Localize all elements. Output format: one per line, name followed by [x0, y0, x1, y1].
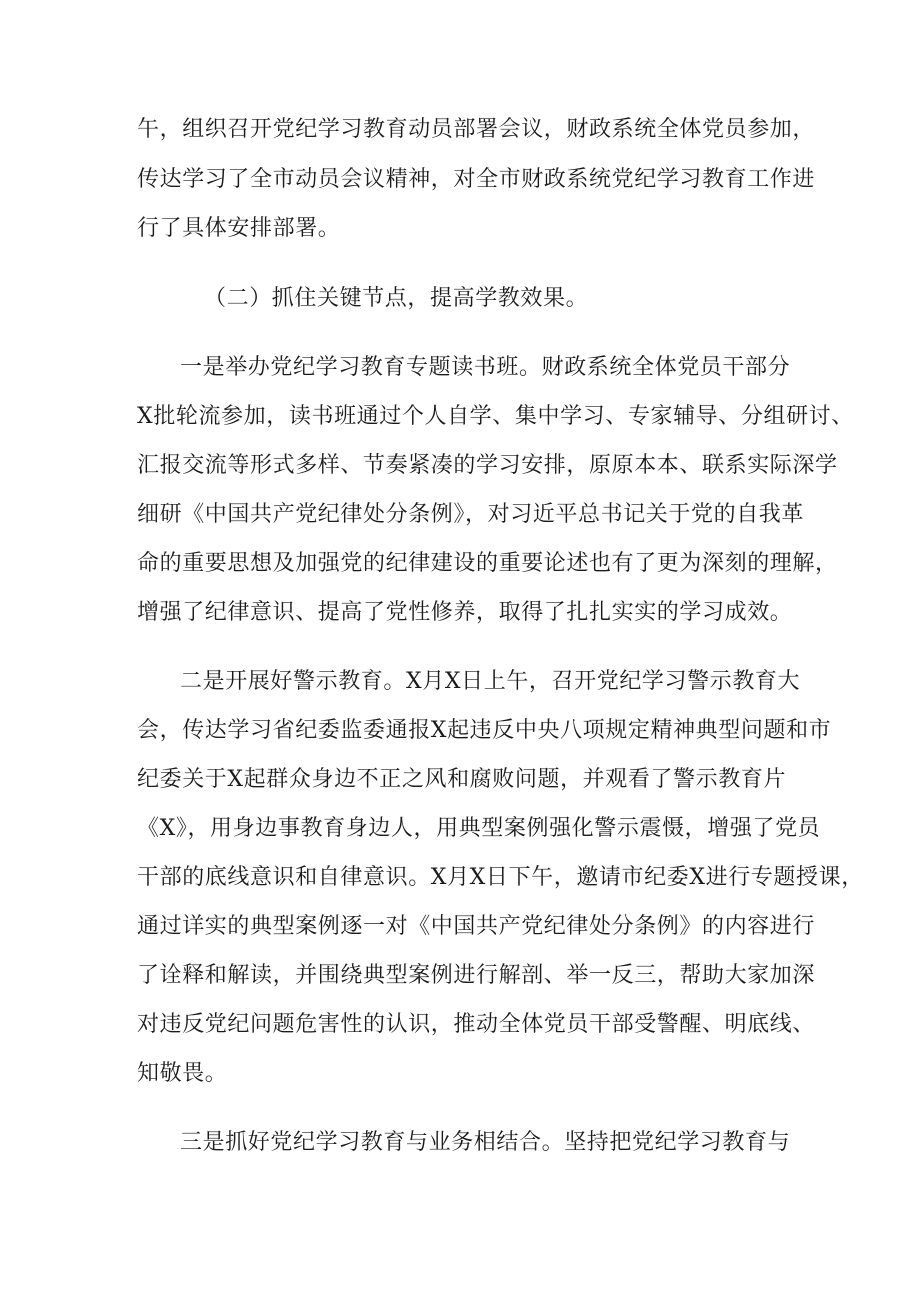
- paragraph-one-line-2: X批轮流参加，读书班通过个人自学、集中学习、专家辅导、分组研讨、: [137, 404, 854, 429]
- paragraph-one-line-5: 命的重要思想及加强党的纪律建设的重要论述也有了更为深刻的理解，: [137, 551, 838, 576]
- intro-line-3: 行了具体安排部署。: [137, 216, 341, 241]
- paragraph-two-line-9: 知敬畏。: [137, 1061, 228, 1086]
- paragraph-two-line-2: 会，传达学习省纪委监委通报X起违反中央八项规定精神典型问题和市: [137, 718, 832, 743]
- paragraph-two-line-7: 了诠释和解读，并围绕典型案例进行解剖、举一反三，帮助大家加深: [137, 963, 816, 988]
- paragraph-two-line-5: 干部的底线意识和自律意识。X月X日下午，邀请市纪委X进行专题授课，: [137, 865, 864, 890]
- paragraph-one-line-4: 细研《中国共产党纪律处分条例》，对习近平总书记关于党的自我革: [137, 502, 805, 527]
- section-heading: （二）抓住关键节点，提高学教效果。: [204, 286, 589, 311]
- paragraph-three-line-1: 三是抓好党纪学习教育与业务相结合。坚持把党纪学习教育与: [180, 1130, 791, 1155]
- intro-line-2: 传达学习了全市动员会议精神，对全市财政系统党纪学习教育工作进: [137, 167, 816, 192]
- paragraph-one-line-3: 汇报交流等形式多样、节奏紧凑的学习安排，原原本本、联系实际深学: [137, 453, 838, 478]
- paragraph-two-line-3: 纪委关于X起群众身边不正之风和腐败问题，并观看了警示教育片: [137, 767, 787, 792]
- paragraph-two-line-4: 《X》，用身边事教育身边人，用典型案例强化警示震慑，增强了党员: [137, 816, 821, 841]
- paragraph-two-line-8: 对违反党纪问题危害性的认识，推动全体党员干部受警醒、明底线、: [137, 1012, 816, 1037]
- paragraph-one-line-1: 一是举办党纪学习教育专题读书班。财政系统全体党员干部分: [180, 355, 791, 380]
- paragraph-two-line-6: 通过详实的典型案例逐一对《中国共产党纪律处分条例》的内容进行: [137, 914, 816, 939]
- paragraph-two-line-1: 二是开展好警示教育。X月X日上午，召开党纪学习警示教育大: [180, 669, 801, 694]
- paragraph-one-line-6: 增强了纪律意识、提高了党性修养，取得了扎扎实实的学习成效。: [137, 600, 793, 625]
- intro-line-1: 午，组织召开党纪学习教育动员部署会议，财政系统全体党员参加，: [137, 117, 816, 142]
